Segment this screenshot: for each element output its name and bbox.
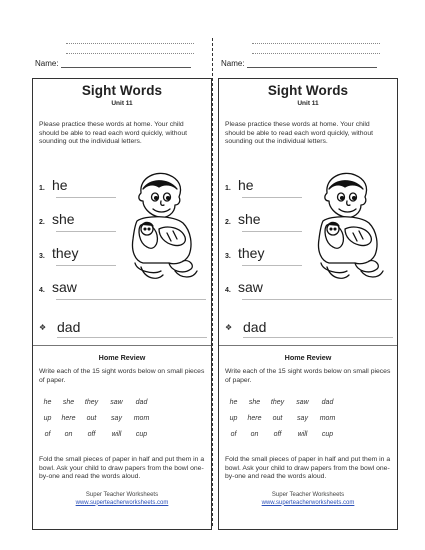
review-word: here: [247, 414, 262, 422]
review-outro: Fold the small pieces of paper in half and put them in a bowl. Ask your child to draw papers from the bowl one-by-one and read the words aloud.: [225, 456, 391, 481]
card-intro: Please practice these words at home. Your child should be able to read each word quickly, without sounding out the individual letters.: [39, 121, 187, 146]
worksheet-card-right: [218, 0, 398, 550]
review-word: of: [230, 430, 237, 438]
review-word: mom: [319, 414, 336, 422]
review-word: off: [87, 430, 96, 438]
footer: [33, 492, 211, 507]
dotted-line: [252, 43, 380, 44]
review-word: say: [111, 414, 122, 422]
word-number: 1.: [39, 185, 45, 192]
review-word-grid: [223, 394, 393, 442]
review-intro: Write each of the 15 sight words below on small pieces of paper.: [225, 368, 391, 384]
card-intro: Please practice these words at home. Your child should be able to read each word quickly, without sounding out the individual letters.: [225, 121, 373, 146]
review-word: of: [44, 430, 51, 438]
sight-word: they: [238, 245, 265, 261]
review-row: [223, 394, 393, 410]
word-row: [39, 211, 75, 227]
diamond-bullet-icon: ❖: [225, 322, 233, 332]
word-row: [39, 177, 68, 193]
word-rule: [242, 265, 302, 266]
review-word-grid: [37, 394, 207, 442]
card-unit: Unit 11: [297, 100, 319, 107]
review-word: out: [86, 414, 97, 422]
review-row: [37, 394, 207, 410]
footer: [219, 492, 397, 507]
sight-word: he: [52, 177, 68, 193]
word-row: [225, 211, 261, 227]
card-title: Sight Words: [267, 83, 349, 98]
sight-word: they: [52, 245, 79, 261]
name-label: Name:: [221, 59, 245, 68]
review-word: they: [84, 398, 99, 406]
father-holding-baby-illustration: [123, 171, 201, 283]
word-rule: [242, 299, 392, 300]
review-word: dad: [135, 398, 148, 406]
bonus-word-row: [225, 319, 266, 335]
footer-brand: Super Teacher Worksheets: [85, 492, 159, 498]
word-row: [39, 245, 78, 261]
review-word: off: [273, 430, 282, 438]
dotted-line: [66, 43, 194, 44]
review-word: on: [64, 430, 73, 438]
diamond-bullet-icon: ❖: [39, 322, 47, 332]
word-rule: [56, 265, 116, 266]
sight-word: saw: [52, 279, 77, 295]
sight-word: saw: [238, 279, 263, 295]
review-word: say: [297, 414, 308, 422]
name-row: [35, 59, 191, 68]
word-rule: [242, 231, 302, 232]
review-word: saw: [110, 398, 123, 406]
review-row: [223, 426, 393, 442]
dotted-line: [66, 53, 194, 54]
review-word: cup: [321, 430, 334, 438]
review-word: on: [250, 430, 259, 438]
review-row: [37, 410, 207, 426]
word-row: [225, 245, 264, 261]
word-rule: [56, 299, 206, 300]
review-word: mom: [133, 414, 150, 422]
cut-line: [212, 38, 213, 526]
worksheet-card-left: [32, 0, 212, 550]
name-row: [221, 59, 377, 68]
review-word: will: [111, 430, 122, 438]
review-row: [223, 410, 393, 426]
review-word: dad: [321, 398, 334, 406]
father-holding-baby-illustration: [309, 171, 387, 283]
review-word: here: [61, 414, 76, 422]
review-title: Home Review: [284, 353, 332, 362]
word-number: 3.: [225, 253, 231, 260]
word-number: 2.: [225, 219, 231, 226]
card-title: Sight Words: [81, 83, 163, 98]
review-row: [37, 426, 207, 442]
card-unit: Unit 11: [111, 100, 133, 107]
bonus-word: dad: [57, 319, 81, 335]
footer-url-link[interactable]: www.superteacherworksheets.com: [75, 499, 169, 506]
footer-brand: Super Teacher Worksheets: [271, 492, 345, 498]
word-rule: [56, 197, 116, 198]
sight-word: she: [52, 211, 75, 227]
card-box: [218, 78, 398, 530]
name-label: Name:: [35, 59, 59, 68]
review-word: she: [248, 398, 261, 406]
review-word: he: [43, 398, 52, 406]
review-word: up: [43, 414, 52, 422]
word-number: 3.: [39, 253, 45, 260]
sight-word: she: [238, 211, 261, 227]
word-row: [225, 279, 263, 295]
review-outro: Fold the small pieces of paper in half and put them in a bowl. Ask your child to draw papers from the bowl one-by-one and read the words aloud.: [39, 456, 205, 481]
word-rule: [243, 337, 393, 338]
word-row: [39, 279, 77, 295]
footer-url-link[interactable]: www.superteacherworksheets.com: [261, 499, 355, 506]
word-rule: [57, 337, 207, 338]
name-blank[interactable]: [61, 60, 191, 68]
dotted-line: [252, 53, 380, 54]
word-number: 1.: [225, 185, 231, 192]
word-number: 2.: [39, 219, 45, 226]
review-word: he: [229, 398, 238, 406]
word-number: 4.: [39, 287, 45, 294]
name-blank[interactable]: [247, 60, 377, 68]
sight-word: he: [238, 177, 254, 193]
word-rule: [242, 197, 302, 198]
review-title: Home Review: [98, 353, 146, 362]
review-word: out: [272, 414, 283, 422]
word-rule: [56, 231, 116, 232]
review-word: they: [270, 398, 285, 406]
word-number: 4.: [225, 287, 231, 294]
card-box: [32, 78, 212, 530]
section-divider: [219, 345, 397, 346]
bonus-word: dad: [243, 319, 267, 335]
review-word: will: [297, 430, 308, 438]
review-word: she: [62, 398, 75, 406]
review-intro: Write each of the 15 sight words below on small pieces of paper.: [39, 368, 205, 384]
review-word: saw: [296, 398, 309, 406]
section-divider: [33, 345, 211, 346]
review-word: up: [229, 414, 238, 422]
review-word: cup: [135, 430, 148, 438]
word-row: [225, 177, 254, 193]
bonus-word-row: [39, 319, 80, 335]
